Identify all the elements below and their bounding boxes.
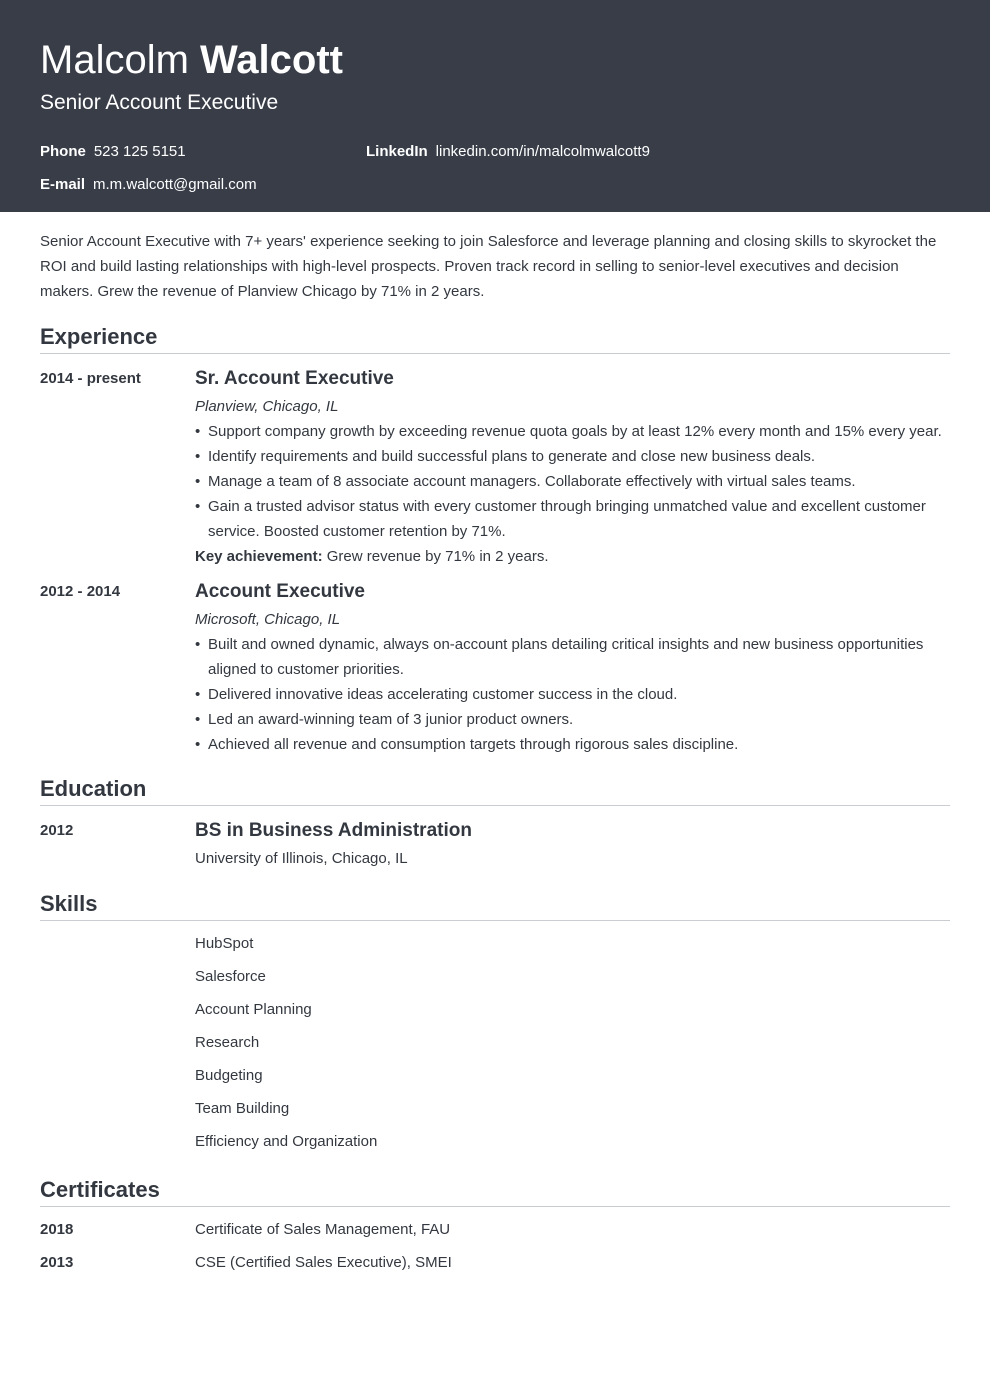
education-year: 2012 — [40, 822, 74, 839]
experience-section — [40, 324, 950, 757]
linkedin-link[interactable]: linkedin.com/in/malcolmwalcott9 — [435, 143, 650, 160]
job-bullets — [195, 419, 950, 544]
list-item: HubSpot — [195, 935, 254, 952]
education-body — [195, 819, 950, 871]
certificate-year: 2013 — [40, 1254, 74, 1271]
list-item: • Identify requirements and build successful plans to generate and close new business deals. — [195, 444, 950, 469]
list-item: Team Building — [195, 1100, 290, 1117]
key-achievement-text: Grew revenue by 71% in 2 years. — [326, 548, 549, 565]
job-entry — [40, 367, 950, 569]
section-title-education: Education — [40, 776, 950, 806]
list-item: • Manage a team of 8 associate account managers. Collaborate effectively with virtual sales teams. — [195, 469, 950, 494]
candidate-name — [40, 36, 950, 84]
certificates-list — [40, 1213, 950, 1279]
contact-linkedin — [366, 142, 650, 162]
job-company: Planview, Chicago, IL — [195, 398, 339, 415]
list-item: Salesforce — [195, 968, 266, 985]
certificates-section — [40, 1177, 950, 1279]
list-item: Account Planning — [195, 1001, 312, 1018]
certificate-entry — [40, 1213, 950, 1246]
linkedin-label: LinkedIn — [366, 143, 428, 160]
list-item: • Support company growth by exceeding revenue quota goals by at least 12% every month and 15% every year. — [195, 419, 950, 444]
job-title: Sr. Account Executive — [195, 368, 394, 389]
section-title-experience: Experience — [40, 324, 950, 354]
key-achievement — [195, 544, 950, 569]
list-item: • Achieved all revenue and consumption targets through rigorous sales discipline. — [195, 732, 950, 757]
certificate-year: 2018 — [40, 1221, 74, 1238]
list-item: • Built and owned dynamic, always on-account plans detailing critical insights and new business opportunities aligned to customer priorities. — [195, 632, 950, 682]
education-degree: BS in Business Administration — [195, 820, 472, 841]
education-section — [40, 776, 950, 871]
first-name: Malcolm — [40, 38, 189, 82]
last-name: Walcott — [200, 38, 343, 82]
skills-list — [195, 927, 950, 1158]
key-achievement-label: Key achievement: — [195, 548, 323, 565]
list-item: • Led an award-winning team of 3 junior product owners. — [195, 707, 950, 732]
skills-section — [40, 891, 950, 1158]
certificate-entry — [40, 1246, 950, 1279]
email-label: E-mail — [40, 176, 86, 193]
list-item: • Gain a trusted advisor status with every customer through bringing unmatched value and excellent customer service. Boosted customer retention by 71%. — [195, 494, 950, 544]
phone-value: 523 125 5151 — [93, 143, 186, 160]
education-school: University of Illinois, Chicago, IL — [195, 850, 408, 867]
job-dates: 2014 - present — [40, 370, 141, 387]
resume-content — [0, 229, 990, 1279]
skills-spacer — [40, 927, 195, 1158]
section-title-skills: Skills — [40, 891, 950, 921]
contact-phone — [40, 142, 186, 162]
job-bullets — [195, 632, 950, 757]
summary: Senior Account Executive with 7+ years' experience seeking to join Salesforce and leverage planning and closing skills to skyrocket the ROI and build lasting relationships with high-level prospects. Proven track record in selling to senior-level executives and decision makers. Grew the revenue of Planview Chicago by 71% in 2 years. — [40, 233, 937, 300]
certificate-name: CSE (Certified Sales Executive), SMEI — [195, 1254, 452, 1271]
job-entry — [40, 580, 950, 757]
list-item: Research — [195, 1034, 260, 1051]
job-body — [195, 580, 950, 757]
job-dates: 2012 - 2014 — [40, 583, 121, 600]
email-link[interactable]: m.m.walcott@gmail.com — [93, 176, 257, 193]
certificate-name: Certificate of Sales Management, FAU — [195, 1221, 451, 1238]
education-entry — [40, 819, 950, 871]
resume-header — [0, 0, 990, 212]
phone-label: Phone — [40, 143, 86, 160]
contact-email — [40, 175, 257, 195]
section-title-certificates: Certificates — [40, 1177, 950, 1207]
job-company: Microsoft, Chicago, IL — [195, 611, 341, 628]
job-title: Account Executive — [195, 581, 365, 602]
list-item: Efficiency and Organization — [195, 1133, 378, 1150]
skills-row — [40, 927, 950, 1158]
list-item: Budgeting — [195, 1067, 263, 1084]
job-body — [195, 367, 950, 569]
list-item: • Delivered innovative ideas accelerating customer success in the cloud. — [195, 682, 950, 707]
candidate-title: Senior Account Executive — [40, 91, 279, 114]
